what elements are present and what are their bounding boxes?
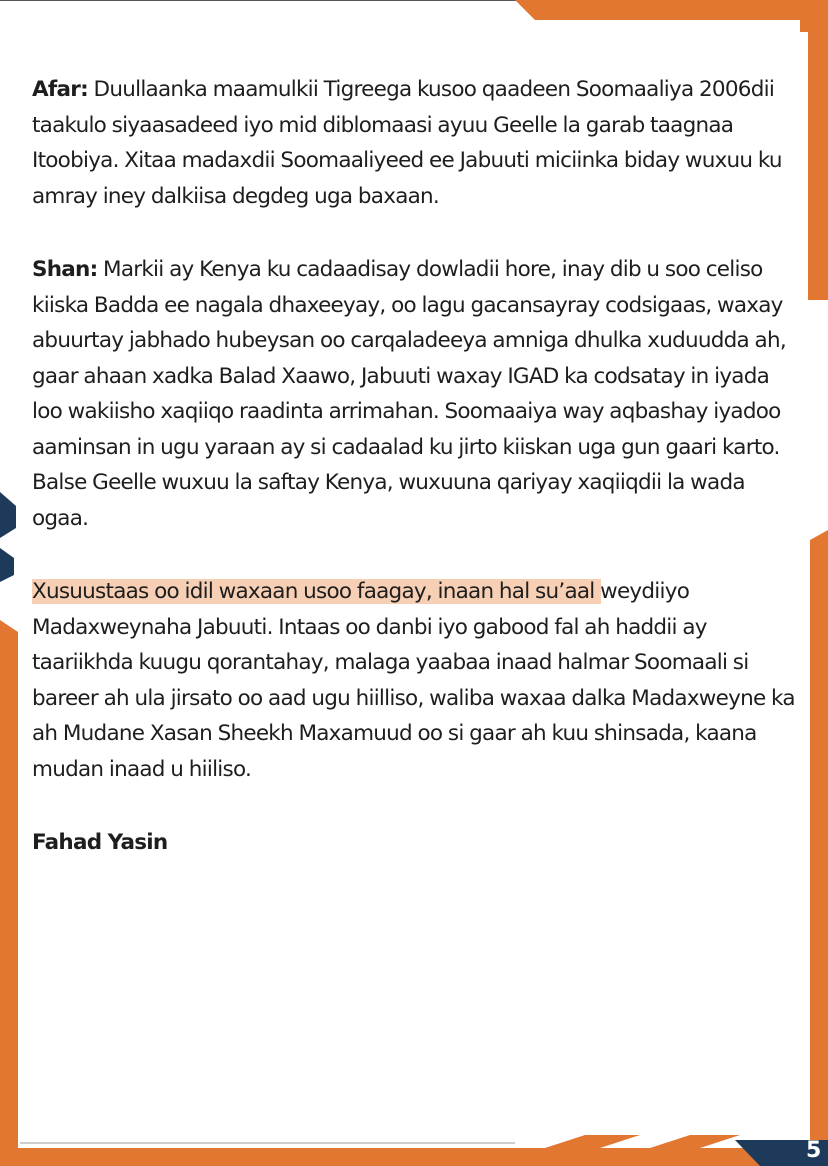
author-signature: Fahad Yasin (32, 830, 168, 855)
article-body (32, 72, 802, 861)
paragraph-afar (32, 72, 802, 214)
paragraph-label: Shan: (32, 257, 98, 282)
paragraph-text: Duullaanka maamulkii Tigreega kusoo qaadeen Soomaaliya 2006dii taakulo siyaasadeed iyo mid diblomaasi ayuu Geelle la garab taagnaa Itoobiya. Xitaa madaxdii Soomaaliyeed ee Jabuuti miciinka biday wuxuu ku amray iney dalkiisa degdeg uga baxaan. (32, 77, 782, 209)
bottom-orange-stripe-1 (545, 1135, 640, 1148)
paragraph-shan (32, 252, 802, 536)
right-orange-bar (800, 20, 828, 300)
paragraph-text: weydiiyo Madaxweynaha Jabuuti. Intaas oo danbi iyo gabood fal ah haddii ay taariikhda kuugu qorantahay, malaga yaabaa inaad halmar Soomaali si bareer ah ula jirsato oo aad ugu hiilliso, waliba waxaa dalka Madaxweyne ka ah Mudane Xasan Sheekh Maxamuud oo si gaar ah kuu shinsada, kaana mudan inaad u hiiliso. (32, 579, 795, 782)
right-orange-bar-bottom (810, 530, 828, 1140)
left-navy-triangle-1 (0, 492, 16, 538)
paragraph-label: Afar: (32, 77, 88, 102)
top-right-orange-band (515, 0, 828, 20)
left-orange-bar-bottom (0, 620, 18, 1148)
bottom-orange-stripe-2 (650, 1135, 740, 1148)
paragraph-text: Markii ay Kenya ku cadaadisay dowladii hore, inay dib u soo celiso kiiska Badda ee nagala dhaxeeyay, oo lagu gacansayray codsigaas, waxay abuurtay jabhado hubeysan oo carqaladeeya amniga dhulka xuduudda ah, gaar ahaan xadka Balad Xaawo, Jabuuti waxay IGAD ka codsatay in iyada loo wakiisho xaqiiqo raadinta arrimahan. Soomaaiya way aqbashay iyadoo aaminsan in ugu yaraan ay si cadaalad ku jirto kiiskan uga gun gaari karto. Balse Geelle wuxuu la saftay Kenya, wuxuuna qariyay xaqiiqdii la wada ogaa. (32, 257, 786, 531)
highlighted-sentence: Xusuustaas oo idil waxaan usoo faagay, inaan hal su’aal (32, 579, 595, 604)
bottom-orange-band (0, 1148, 828, 1166)
paragraph-closing (32, 574, 802, 787)
left-navy-triangle-2 (0, 548, 14, 582)
page-number: 5 (806, 1138, 822, 1163)
